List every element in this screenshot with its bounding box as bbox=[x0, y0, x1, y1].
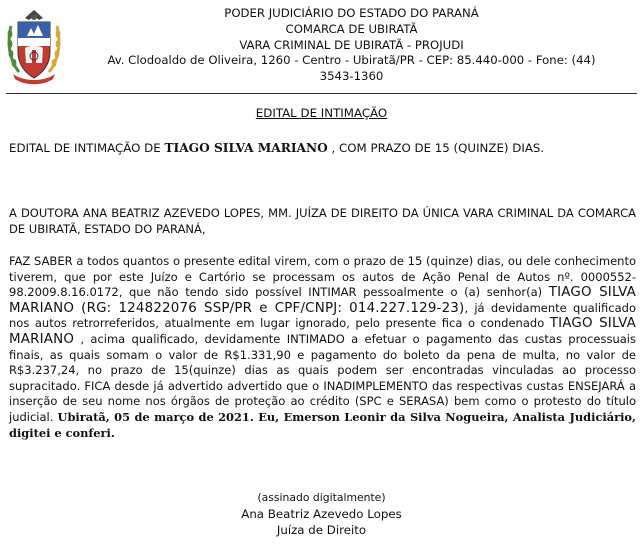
judge-paragraph: A DOUTORA ANA BEATRIZ AZEVEDO LOPES, MM. JUÍZA DE DIREITO DA ÚNICA VARA CRIMINAL DA COMARCA DE UBIRATÃ, ESTADO DO PARANÁ, bbox=[9, 206, 636, 236]
document-title: EDITAL DE INTIMAÇÃO bbox=[255, 106, 388, 120]
header-line-phone: 3543-1360 bbox=[319, 69, 384, 84]
header-line-address: Av. Clodoaldo de Oliveira, 1260 - Centro - Ubiratã/PR - CEP: 85.440-000 - Fone: (44) bbox=[107, 53, 596, 68]
header-line-vara: VARA CRIMINAL DE UBIRATÃ - PROJUDI bbox=[239, 37, 464, 52]
body-text-1: FAZ SABER a todos quantos o presente edital virem, com o prazo de 15 (quinze) dias, ou dele conhecimento tiverem, que por este Juízo e Cartório se processam os autos de Ação Penal de Autos nº. 0000552-98.2009.8.16.0172, que não tendo sido possível INTIMAR pessoalmente o (a) senhor(a) bbox=[9, 254, 636, 300]
parana-coat-of-arms-icon bbox=[5, 8, 63, 86]
edict-body bbox=[9, 254, 636, 441]
closing-statement: Ubiratã, 05 de março de 2021. Eu, Emerson Leonir da Silva Nogueira, Analista Judiciário, digitei e conferi. bbox=[9, 409, 636, 440]
body-text-2: , já devidamente qualificado nos autos retrorreferidos, atualmente em lugar ignorado, pelo presente fica o condenado bbox=[9, 300, 636, 331]
intimated-person-name: TIAGO SILVA MARIANO bbox=[164, 141, 328, 155]
intimation-heading bbox=[9, 141, 639, 155]
intimation-suffix: , COM PRAZO DE 15 (QUINZE) DIAS. bbox=[327, 141, 545, 155]
letterhead bbox=[0, 6, 643, 90]
header-line-comarca: COMARCA DE UBIRATÃ bbox=[285, 21, 418, 36]
intimation-prefix: EDITAL DE INTIMAÇÃO DE bbox=[9, 141, 165, 155]
digital-signature-note: (assinado digitalmente) bbox=[257, 491, 386, 504]
signer-name: Ana Beatriz Azevedo Lopes bbox=[241, 507, 402, 522]
condemned-name: TIAGO SILVA MARIANO bbox=[9, 316, 636, 347]
header-divider bbox=[6, 93, 637, 94]
header-line-court: PODER JUDICIÁRIO DO ESTADO DO PARANÁ bbox=[224, 6, 479, 20]
signer-role: Juíza de Direito bbox=[276, 523, 367, 538]
court-header bbox=[60, 6, 643, 85]
body-text-3: , acima qualificado, devidamente INTIMADO a efetuar o pagamento das custas processuais finais, as quais somam o valor de R$1.331,90 e pagamento do boleto da pena de multa, no valor de R$3.237,24, no prazo de 15(quinze) dias as quais podem ser encontradas vinculadas ao processo supracitado. FICA desde já advertido advertido que o INADIMPLEMENTO das respectivas custas ENSEJARÁ a inserção de seu nome nos órgãos de proteção ao crédito (SPC e SERASA) bem como o protesto do título judicial. bbox=[9, 331, 636, 424]
signature-block bbox=[0, 490, 643, 539]
person-identification: TIAGO SILVA MARIANO (RG: 124822076 SSP/PR e CPF/CNPJ: 014.227.129-23) bbox=[9, 285, 636, 316]
